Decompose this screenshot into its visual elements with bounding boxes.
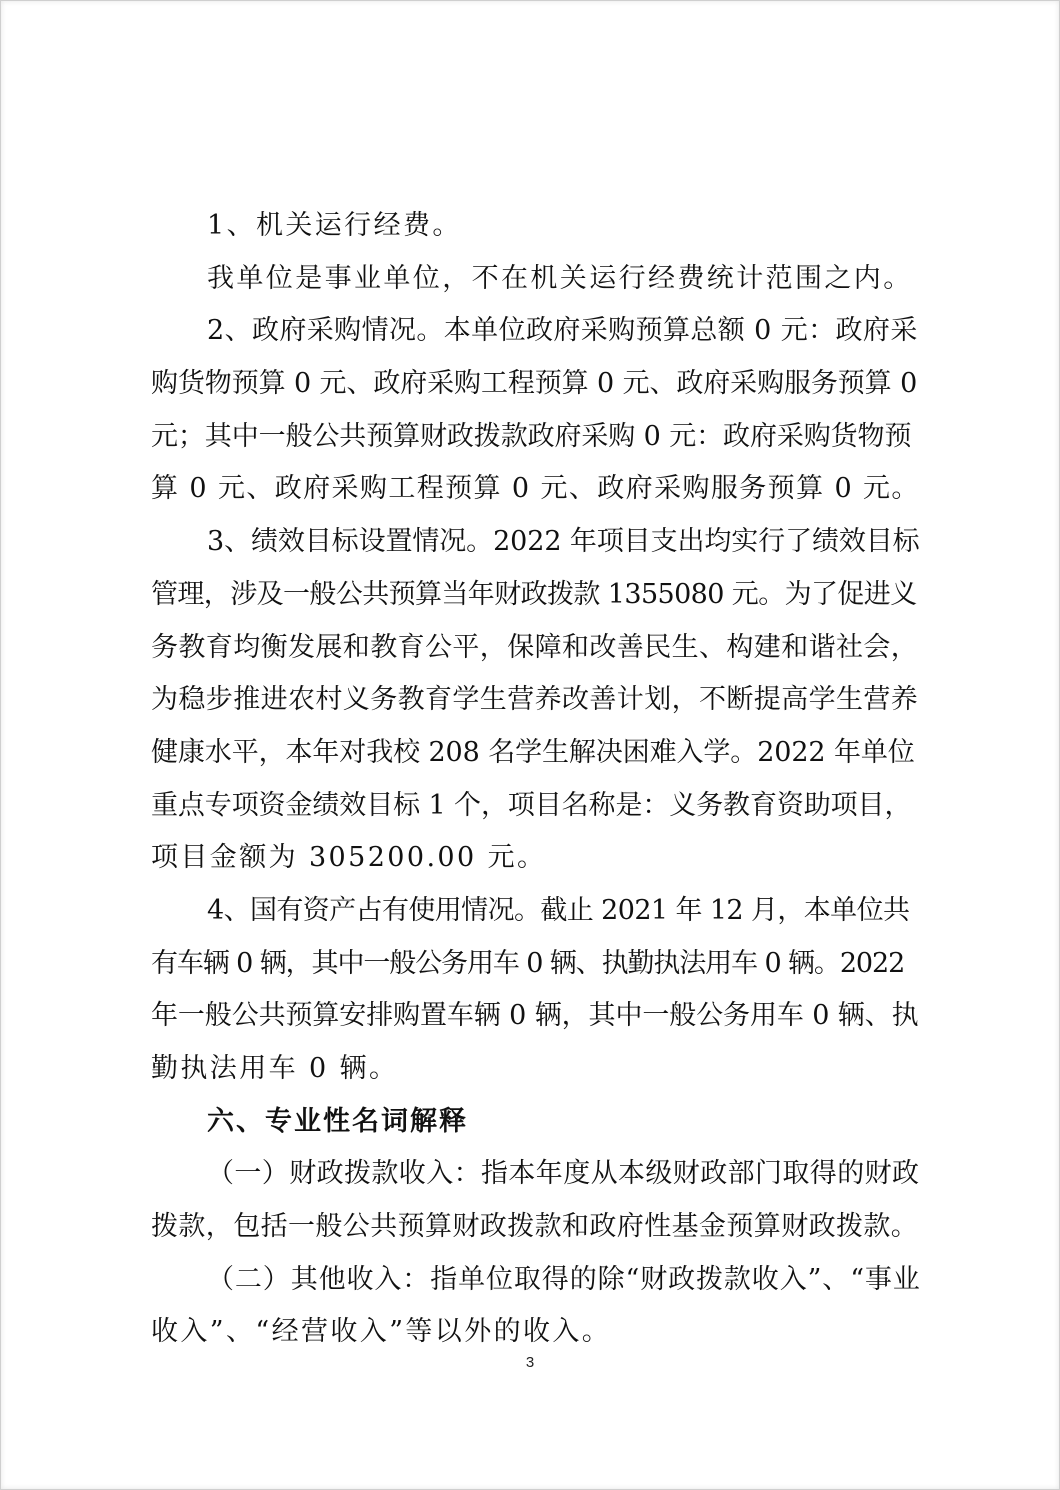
paragraph-line: 有车辆 0 辆，其中一般公务用车 0 辆、执勤执法用车 0 辆。2022 [151,947,905,979]
paragraph-line: 为稳步推进农村义务教育学生营养改善计划，不断提高学生营养 [151,684,919,716]
page-number: 3 [525,1354,535,1371]
paragraph-line: 4、国有资产占有使用情况。截止 2021 年 12 月，本单位共 [207,894,910,926]
section-heading: 六、专业性名词解释 [207,1105,468,1137]
paragraph-line: 购货物预算 0 元、政府采购工程预算 0 元、政府采购服务预算 0 [151,368,918,400]
paragraph-line: 元；其中一般公共预算财政拨款政府采购 0 元：政府采购货物预 [151,420,912,452]
paragraph-line: 年一般公共预算安排购置车辆 0 辆，其中一般公务用车 0 辆、执 [151,1000,919,1032]
paragraph-line: 算 0 元、政府采购工程预算 0 元、政府采购服务预算 0 元。 [151,473,920,505]
definition-line: （一）财政拨款收入：指本年度从本级财政部门取得的财政 [207,1158,920,1190]
paragraph-line: 我单位是事业单位，不在机关运行经费统计范围之内。 [207,262,913,294]
definition-line: 收入”、“经营收入”等以外的收入。 [151,1316,612,1348]
paragraph-line: 健康水平，本年对我校 208 名学生解决困难入学。2022 年单位 [151,736,915,768]
paragraph-line: 2、政府采购情况。本单位政府采购预算总额 0 元：政府采 [207,315,918,347]
paragraph-line: 3、绩效目标设置情况。2022 年项目支出均实行了绩效目标 [207,526,920,558]
paragraph-line: 勤执法用车 0 辆。 [151,1053,399,1084]
paragraph-line: 1、机关运行经费。 [207,210,462,241]
paragraph-line: 务教育均衡发展和教育公平，保障和改善民生、构建和谐社会， [151,631,919,663]
definition-line: 拨款，包括一般公共预算财政拨款和政府性基金预算财政拨款。 [151,1211,919,1243]
paragraph-line: 重点专项资金绩效目标 1 个，项目名称是：义务教育资助项目， [151,789,912,821]
definition-line: （二）其他收入：指单位取得的除“财政拨款收入”、“事业 [207,1263,921,1295]
paragraph-line: 管理，涉及一般公共预算当年财政拨款 1355080 元。为了促进义 [151,578,917,610]
document-body [151,200,921,1359]
paragraph-line: 项目金额为 305200.00 元。 [151,842,547,874]
